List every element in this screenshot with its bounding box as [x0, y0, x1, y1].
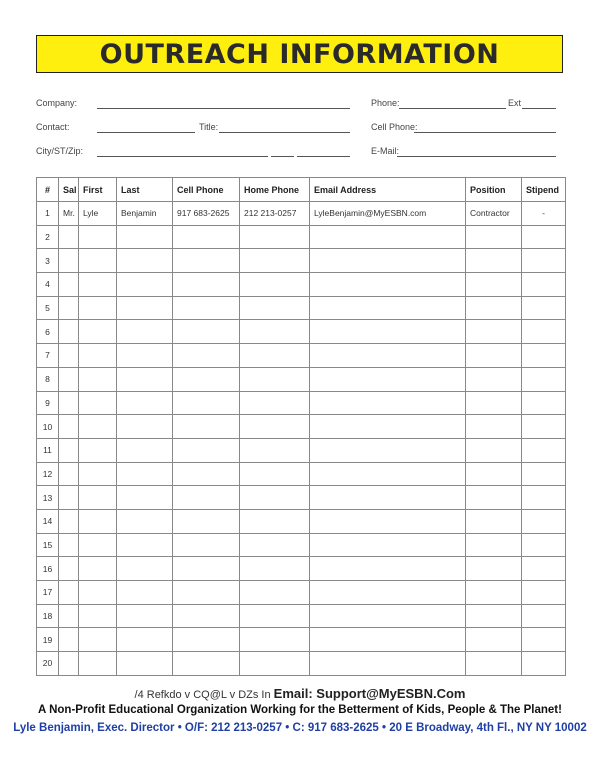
row-number: 18 [37, 604, 59, 628]
table-cell[interactable]: Contractor [466, 202, 522, 226]
table-cell[interactable] [310, 367, 466, 391]
table-cell[interactable] [173, 462, 240, 486]
table-cell[interactable] [173, 557, 240, 581]
table-cell[interactable] [59, 628, 79, 652]
col-header: Stipend [522, 178, 566, 202]
table-cell[interactable]: 212 213-0257 [240, 202, 310, 226]
row-number: 17 [37, 581, 59, 605]
table-cell[interactable] [522, 367, 566, 391]
table-cell[interactable] [117, 533, 173, 557]
table-cell[interactable] [117, 438, 173, 462]
table-cell[interactable] [522, 391, 566, 415]
table-cell[interactable] [79, 367, 117, 391]
table-body [37, 202, 566, 676]
table-cell[interactable] [117, 581, 173, 605]
row-number: 8 [37, 367, 59, 391]
table-cell[interactable] [59, 557, 79, 581]
table-cell[interactable] [522, 296, 566, 320]
table-cell[interactable] [117, 249, 173, 273]
table-cell[interactable] [310, 462, 466, 486]
table-header-row [37, 178, 566, 202]
table-cell[interactable] [240, 628, 310, 652]
table-cell[interactable] [310, 509, 466, 533]
row-number: 15 [37, 533, 59, 557]
email-label: E-Mail: [371, 146, 400, 156]
table-cell[interactable] [59, 509, 79, 533]
table-cell[interactable] [240, 604, 310, 628]
table-cell[interactable] [117, 557, 173, 581]
row-number: 3 [37, 249, 59, 273]
table-cell[interactable] [466, 273, 522, 297]
title-banner [36, 35, 563, 73]
table-cell[interactable] [59, 249, 79, 273]
table-cell[interactable] [117, 604, 173, 628]
table-cell[interactable] [79, 344, 117, 368]
table-cell[interactable] [310, 438, 466, 462]
table-cell[interactable] [59, 391, 79, 415]
table-cell[interactable] [240, 438, 310, 462]
table-cell[interactable] [117, 391, 173, 415]
table-cell[interactable] [522, 509, 566, 533]
table-cell[interactable] [466, 628, 522, 652]
col-header: Cell Phone [173, 178, 240, 202]
footer-email[interactable]: Email: Support@MyESBN.Com [273, 686, 466, 701]
table-cell[interactable] [79, 533, 117, 557]
table-cell[interactable] [59, 604, 79, 628]
table-cell[interactable] [240, 391, 310, 415]
footer-prefix: /4 Refkdo v CQ@L v DZs In [134, 689, 271, 701]
table-cell[interactable] [240, 557, 310, 581]
table-cell[interactable] [240, 509, 310, 533]
table-cell[interactable] [79, 462, 117, 486]
contact-field[interactable] [97, 132, 195, 133]
table-cell[interactable] [59, 225, 79, 249]
table-cell[interactable] [466, 415, 522, 439]
table-cell[interactable] [117, 628, 173, 652]
table-cell[interactable] [79, 581, 117, 605]
table-cell[interactable] [522, 249, 566, 273]
table-cell[interactable] [310, 486, 466, 510]
table-cell[interactable] [117, 652, 173, 676]
table-row [37, 415, 566, 439]
table-cell[interactable] [117, 486, 173, 510]
table-cell[interactable] [173, 367, 240, 391]
row-number: 12 [37, 462, 59, 486]
table-row [37, 628, 566, 652]
table-cell[interactable] [117, 462, 173, 486]
state-field[interactable] [271, 156, 294, 157]
table-cell[interactable] [310, 320, 466, 344]
zip-field[interactable] [297, 156, 350, 157]
table-row [37, 652, 566, 676]
row-number: 11 [37, 438, 59, 462]
col-header: Email Address [310, 178, 466, 202]
table-row [37, 249, 566, 273]
table-cell[interactable]: LyleBenjamin@MyESBN.com [310, 202, 466, 226]
row-number: 9 [37, 391, 59, 415]
table-cell[interactable] [173, 273, 240, 297]
row-number: 5 [37, 296, 59, 320]
table-cell[interactable] [79, 486, 117, 510]
table-cell[interactable] [466, 296, 522, 320]
col-header: Last [117, 178, 173, 202]
table-cell[interactable] [173, 438, 240, 462]
table-cell[interactable] [522, 320, 566, 344]
table-cell[interactable] [79, 438, 117, 462]
table-cell[interactable] [240, 296, 310, 320]
table-cell[interactable] [310, 533, 466, 557]
table-cell[interactable] [117, 509, 173, 533]
title-field[interactable] [219, 132, 350, 133]
table-cell[interactable] [117, 320, 173, 344]
table-cell[interactable] [173, 296, 240, 320]
table-cell[interactable] [466, 438, 522, 462]
table-cell[interactable] [310, 391, 466, 415]
row-number: 16 [37, 557, 59, 581]
table-cell[interactable] [59, 273, 79, 297]
table-cell[interactable] [117, 415, 173, 439]
table-cell[interactable] [522, 462, 566, 486]
footer-mission: A Non-Profit Educational Organization Working for the Betterment of Kids, People & The Planet! [38, 704, 562, 716]
table-cell[interactable] [173, 509, 240, 533]
table-cell[interactable] [117, 296, 173, 320]
table-row [37, 320, 566, 344]
table-cell[interactable] [310, 557, 466, 581]
table-cell[interactable] [240, 486, 310, 510]
table-cell[interactable] [173, 581, 240, 605]
row-number: 6 [37, 320, 59, 344]
table-cell[interactable] [466, 652, 522, 676]
col-header: First [79, 178, 117, 202]
table-cell[interactable] [79, 557, 117, 581]
table-cell[interactable] [173, 628, 240, 652]
phone-field[interactable] [399, 108, 506, 109]
table-row [37, 367, 566, 391]
table-cell[interactable] [240, 581, 310, 605]
table-cell[interactable] [240, 415, 310, 439]
table-cell[interactable] [59, 415, 79, 439]
table-cell[interactable] [173, 225, 240, 249]
table-cell[interactable] [117, 367, 173, 391]
table-row [37, 225, 566, 249]
table-cell[interactable] [310, 249, 466, 273]
row-number: 7 [37, 344, 59, 368]
table-cell[interactable] [240, 344, 310, 368]
table-cell[interactable] [310, 273, 466, 297]
table-cell[interactable]: 917 683-2625 [173, 202, 240, 226]
table-cell[interactable] [522, 225, 566, 249]
table-cell[interactable] [59, 296, 79, 320]
table-cell[interactable] [310, 296, 466, 320]
table-cell[interactable] [466, 533, 522, 557]
table-cell[interactable] [310, 652, 466, 676]
table-cell[interactable] [240, 320, 310, 344]
table-row [37, 581, 566, 605]
table-row [37, 509, 566, 533]
col-header: Home Phone [240, 178, 310, 202]
table-cell[interactable] [240, 652, 310, 676]
table-cell[interactable] [310, 344, 466, 368]
table-cell[interactable] [310, 628, 466, 652]
table-cell[interactable] [59, 438, 79, 462]
table-cell[interactable] [173, 344, 240, 368]
company-field[interactable] [97, 108, 350, 109]
table-row [37, 296, 566, 320]
table-cell[interactable] [79, 320, 117, 344]
table-cell[interactable] [240, 273, 310, 297]
table-row [37, 604, 566, 628]
cell-phone-label: Cell Phone: [371, 122, 418, 132]
phone-label: Phone: [371, 98, 400, 108]
table-cell[interactable] [173, 486, 240, 510]
col-header: Sal [59, 178, 79, 202]
table-cell[interactable] [466, 462, 522, 486]
table-cell[interactable] [522, 533, 566, 557]
table-cell[interactable]: Mr. [59, 202, 79, 226]
table-cell[interactable] [240, 249, 310, 273]
table-cell[interactable] [79, 391, 117, 415]
table-cell[interactable] [466, 509, 522, 533]
table-cell[interactable] [466, 249, 522, 273]
table-cell[interactable] [173, 533, 240, 557]
table-row [37, 273, 566, 297]
footer-address: Lyle Benjamin, Exec. Director • O/F: 212 213-0257 • C: 917 683-2625 • 20 E Broadway, 4th Fl., NY NY 10002 [13, 722, 587, 734]
table-cell[interactable] [466, 225, 522, 249]
page-title: OUTREACH INFORMATION [99, 38, 500, 70]
table-cell[interactable] [59, 533, 79, 557]
table-cell[interactable] [522, 344, 566, 368]
table-cell[interactable] [522, 604, 566, 628]
table-cell[interactable] [117, 225, 173, 249]
table-cell[interactable] [522, 438, 566, 462]
table-cell[interactable] [310, 581, 466, 605]
table-cell[interactable] [240, 225, 310, 249]
col-header: # [37, 178, 59, 202]
table-cell[interactable] [522, 581, 566, 605]
table-cell[interactable] [173, 652, 240, 676]
row-number: 20 [37, 652, 59, 676]
table-cell[interactable] [59, 344, 79, 368]
table-cell[interactable] [310, 604, 466, 628]
table-cell[interactable] [466, 367, 522, 391]
row-number: 14 [37, 509, 59, 533]
table-cell[interactable] [173, 604, 240, 628]
table-row [37, 462, 566, 486]
ext-field[interactable] [522, 108, 556, 109]
table-cell[interactable] [522, 628, 566, 652]
table-row [37, 557, 566, 581]
table-cell[interactable] [59, 462, 79, 486]
table-cell[interactable] [466, 391, 522, 415]
table-row [37, 202, 566, 226]
table-cell[interactable] [79, 415, 117, 439]
table-cell[interactable]: Benjamin [117, 202, 173, 226]
city-field[interactable] [97, 156, 268, 157]
col-header: Position [466, 178, 522, 202]
table-row [37, 486, 566, 510]
table-cell[interactable] [466, 604, 522, 628]
table-cell[interactable] [79, 628, 117, 652]
table-cell[interactable] [79, 273, 117, 297]
table-cell[interactable] [466, 486, 522, 510]
table-cell[interactable] [240, 367, 310, 391]
table-cell[interactable] [173, 415, 240, 439]
table-cell[interactable] [466, 320, 522, 344]
table-row [37, 391, 566, 415]
row-number: 10 [37, 415, 59, 439]
table-cell[interactable] [522, 652, 566, 676]
table-row [37, 344, 566, 368]
row-number: 13 [37, 486, 59, 510]
row-number: 1 [37, 202, 59, 226]
table-cell[interactable] [310, 415, 466, 439]
city-state-zip-label: City/ST/Zip: [36, 146, 84, 156]
row-number: 4 [37, 273, 59, 297]
table-cell[interactable] [59, 486, 79, 510]
table-cell[interactable] [240, 462, 310, 486]
table-cell[interactable] [59, 652, 79, 676]
table-cell[interactable] [117, 273, 173, 297]
table-cell[interactable] [173, 320, 240, 344]
email-field[interactable] [397, 156, 556, 157]
table-cell[interactable] [522, 273, 566, 297]
row-number: 19 [37, 628, 59, 652]
table-cell[interactable] [79, 225, 117, 249]
table-cell[interactable] [466, 344, 522, 368]
table-cell[interactable] [466, 557, 522, 581]
table-cell[interactable] [173, 249, 240, 273]
table-cell[interactable] [310, 225, 466, 249]
table-cell[interactable] [522, 557, 566, 581]
title-label: Title: [199, 122, 219, 132]
table-cell[interactable] [79, 249, 117, 273]
table-cell[interactable] [466, 581, 522, 605]
row-number: 2 [37, 225, 59, 249]
table-cell[interactable] [59, 367, 79, 391]
table-cell[interactable]: - [522, 202, 566, 226]
table-cell[interactable] [522, 415, 566, 439]
table-cell[interactable] [79, 509, 117, 533]
table-cell[interactable] [79, 604, 117, 628]
outreach-table [36, 177, 566, 676]
table-cell[interactable] [240, 533, 310, 557]
table-row [37, 438, 566, 462]
table-cell[interactable] [173, 391, 240, 415]
table-cell[interactable] [117, 344, 173, 368]
contact-label: Contact: [36, 122, 70, 132]
table-row [37, 533, 566, 557]
table-cell[interactable]: Lyle [79, 202, 117, 226]
table-cell[interactable] [79, 296, 117, 320]
table-cell[interactable] [522, 486, 566, 510]
cell-phone-field[interactable] [414, 132, 556, 133]
table-cell[interactable] [79, 652, 117, 676]
ext-label: Ext [508, 98, 522, 108]
company-label: Company: [36, 98, 78, 108]
footer-contact-line [0, 686, 600, 701]
table-cell[interactable] [59, 581, 79, 605]
table-cell[interactable] [59, 320, 79, 344]
